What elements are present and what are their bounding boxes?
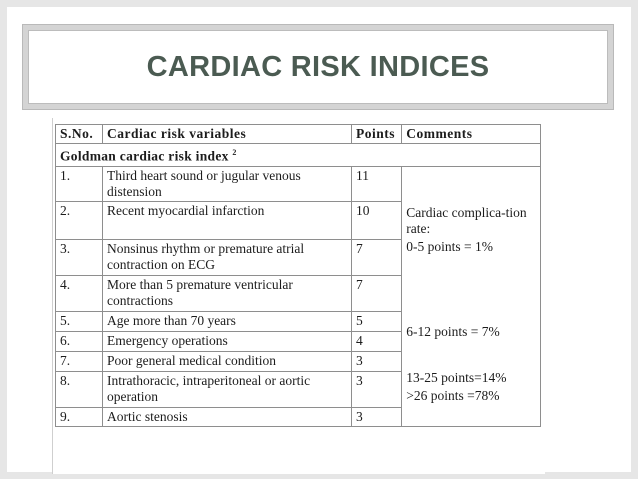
section-ref: 2	[232, 148, 237, 157]
row-points: 10	[352, 201, 402, 239]
row-points: 4	[352, 331, 402, 351]
row-points: 3	[352, 351, 402, 371]
row-points: 3	[352, 371, 402, 407]
row-variable: Emergency operations	[102, 331, 351, 351]
title-frame	[22, 24, 614, 110]
comments-cell	[402, 166, 541, 426]
comment-line: 13-25 points=14%	[406, 369, 507, 385]
row-points: 11	[352, 166, 402, 201]
row-no: 7.	[56, 351, 103, 371]
row-points: 7	[352, 239, 402, 275]
header-sno: S.No.	[56, 125, 103, 144]
row-no: 2.	[56, 201, 103, 239]
row-no: 3.	[56, 239, 103, 275]
row-variable: More than 5 premature ventricular contractions	[102, 275, 351, 311]
row-points: 3	[352, 407, 402, 426]
row-variable: Recent myocardial infarction	[102, 201, 351, 239]
comment-line: 6-12 points = 7%	[406, 323, 500, 339]
header-row	[56, 125, 541, 144]
row-variable: Aortic stenosis	[102, 407, 351, 426]
table-image	[53, 118, 545, 474]
section-label: Goldman cardiac risk index	[60, 148, 229, 164]
row-variable: Intrathoracic, intraperitoneal or aortic operation	[102, 371, 351, 407]
section-cell	[56, 144, 541, 167]
row-no: 9.	[56, 407, 103, 426]
row-points: 5	[352, 311, 402, 331]
row-variable: Age more than 70 years	[102, 311, 351, 331]
title-inner	[31, 33, 605, 101]
comments-heading: Cardiac complica-tion rate:	[406, 204, 527, 236]
slide	[7, 7, 631, 472]
header-comments: Comments	[402, 125, 541, 144]
row-points: 7	[352, 275, 402, 311]
row-variable: Third heart sound or jugular venous distension	[102, 166, 351, 201]
comment-line: >26 points =78%	[406, 387, 500, 403]
slide-title: CARDIAC RISK INDICES	[146, 50, 490, 83]
header-points: Points	[352, 125, 402, 144]
row-no: 1.	[56, 166, 103, 201]
comment-line: 0-5 points = 1%	[406, 238, 493, 254]
row-no: 5.	[56, 311, 103, 331]
risk-table	[55, 124, 541, 427]
table-row	[56, 166, 541, 201]
row-no: 4.	[56, 275, 103, 311]
row-no: 6.	[56, 331, 103, 351]
row-variable: Nonsinus rhythm or premature atrial contraction on ECG	[102, 239, 351, 275]
section-row	[56, 144, 541, 167]
row-variable: Poor general medical condition	[102, 351, 351, 371]
row-no: 8.	[56, 371, 103, 407]
header-variables: Cardiac risk variables	[102, 125, 351, 144]
